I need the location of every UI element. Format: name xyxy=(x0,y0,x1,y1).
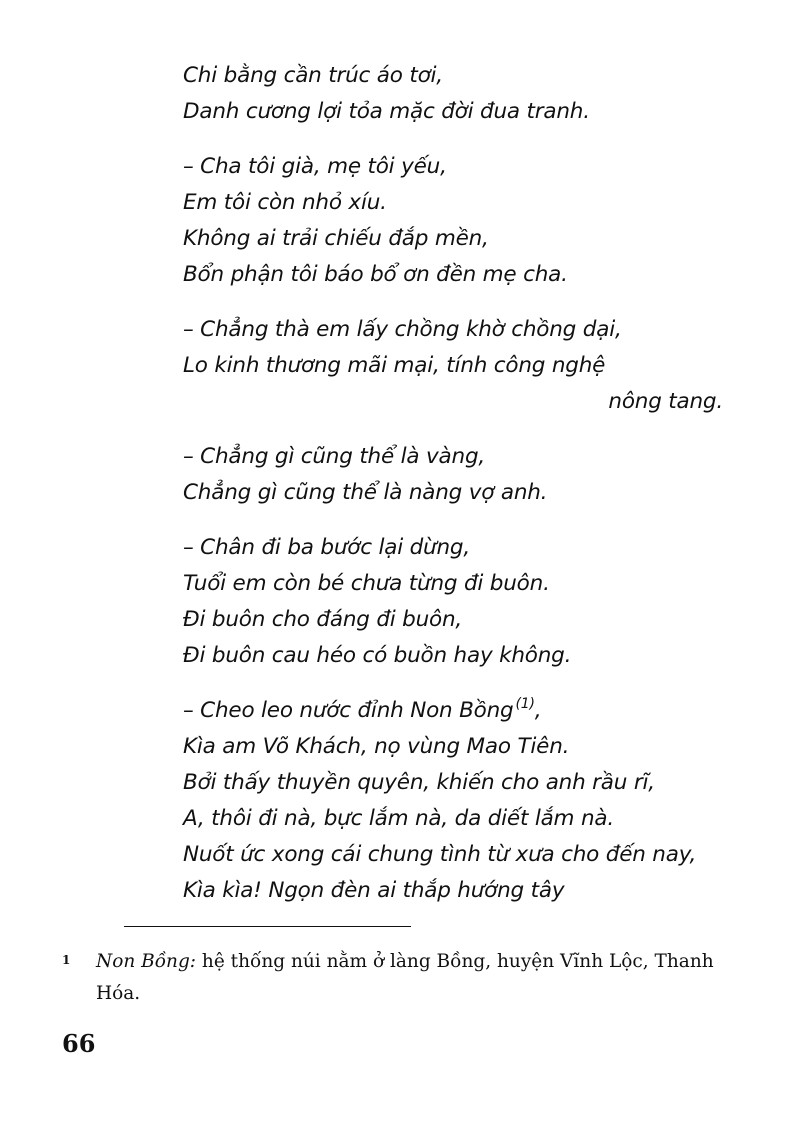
verse-line: – Chẳng thà em lấy chồng khờ chồng dại, xyxy=(183,317,622,342)
stanza-4 xyxy=(183,439,743,511)
verse-line: Kìa am Võ Khách, nọ vùng Mao Tiên. xyxy=(183,734,570,759)
verse-line: Kìa kìa! Ngọn đèn ai thắp hướng tây xyxy=(183,878,565,903)
verse-line: Bởi thấy thuyền quyên, khiến cho anh rầu rĩ, xyxy=(183,770,655,795)
verse-line: Đi buôn cho đáng đi buôn, xyxy=(183,607,463,632)
verse-line: Bổn phận tôi báo bổ ơn đền mẹ cha. xyxy=(183,262,568,287)
stanza-1 xyxy=(183,58,743,130)
verse-line: Nuốt ức xong cái chung tình từ xưa cho đến nay, xyxy=(183,842,697,867)
verse-line: Lo kinh thương mãi mại, tính công nghệ xyxy=(183,353,606,378)
verse-line: Đi buôn cau héo có buồn hay không. xyxy=(183,643,572,668)
footnote xyxy=(62,946,732,1010)
stanza-6 xyxy=(183,693,743,909)
verse-line-punctuation: , xyxy=(534,698,542,723)
verse-line: – Chẳng gì cũng thể là vàng, xyxy=(183,444,486,469)
verse-line: A, thôi đi nà, bực lắm nà, da diết lắm nà. xyxy=(183,806,614,831)
verse-line: – Cha tôi già, mẹ tôi yếu, xyxy=(183,154,447,179)
page-number: 66 xyxy=(62,1029,96,1058)
stanza-5 xyxy=(183,530,743,674)
verse-line: Không ai trải chiếu đắp mền, xyxy=(183,226,489,251)
stanza-2 xyxy=(183,149,743,293)
verse-line: – Chân đi ba bước lại dừng, xyxy=(183,535,470,560)
verse-line-with-footnote xyxy=(183,693,743,729)
footnote-term: Non Bồng: xyxy=(96,951,197,972)
verse-line-continuation: nông tang. xyxy=(608,389,723,414)
footnote-divider xyxy=(124,926,411,927)
footnote-body xyxy=(96,946,732,1010)
verse-line: Tuổi em còn bé chưa từng đi buôn. xyxy=(183,571,550,596)
verse-line: Chi bằng cần trúc áo tơi, xyxy=(183,63,443,88)
verse-line: Chẳng gì cũng thể là nàng vợ anh. xyxy=(183,480,548,505)
stanza-3 xyxy=(183,312,743,420)
verse-line: Em tôi còn nhỏ xíu. xyxy=(183,190,387,215)
footnote-mark: 1 xyxy=(62,953,71,967)
footnote-reference[interactable]: (1) xyxy=(515,696,535,712)
verse-line-text: – Cheo leo nước đỉnh Non Bồng xyxy=(183,698,514,723)
verse-line: Danh cương lợi tỏa mặc đời đua tranh. xyxy=(183,99,590,124)
footnote-text: hệ thống núi nằm ở làng Bồng, huyện Vĩnh Lộc, Thanh Hóa. xyxy=(96,951,714,1004)
poem xyxy=(183,58,743,928)
